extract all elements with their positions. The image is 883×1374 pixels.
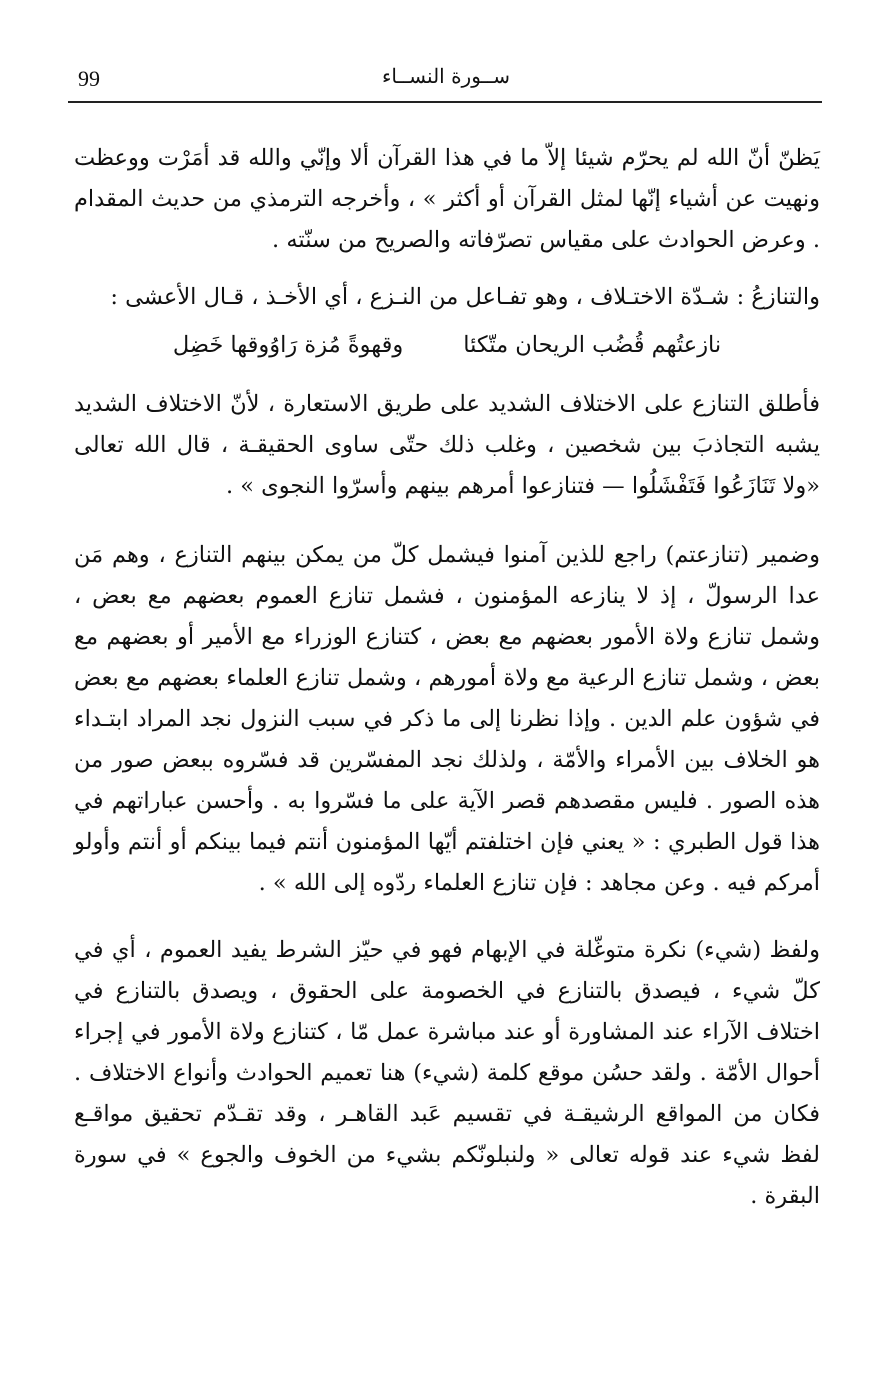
paragraph-4: وضمير (تنازعتم) راجع للذين آمنوا فيشمل كلّ من يمكن بينهم التنازع ، وهم مَن عدا الرسولّ ، إذ لا ينازعه المؤمنون ، فشمل تنازع العموم بعضهم مع بعض ، وشمل تنازع ولاة الأمور بعضهم مع بعض ، كتنازع الوزراء مع الأمير أو بعضهم مع بعض ، وشمل تنازع الرعية مع ولاة أمورهم ، وشمل تنازع العلماء بعضهم مع بعض في شؤون علم الدين . وإذا نظرنا إلى ما ذكر في سبب النزول نجد المراد ابتـداء هو الخلاف بين الأمراء والأمّة ، ولذلك نجد المفسّرين قد فسّروه ببعض صور من هذه الصور . فليس مقصدهم قصر الآية على ما فسّروا به . وأحسن عباراتهم في هذا قول الطبري : « يعني فإن اختلفتم أيّها المؤمنون أنتم فيما بينكم أو أنتم وأولو أمركم فيه . وعن مجاهد : فإن تنازع العلماء ردّوه إلى الله » . <box>74 542 820 896</box>
poetry-verse <box>74 324 820 366</box>
paragraph-3: فأطلق التنازع على الاختلاف الشديد على طريق الاستعارة ، لأنّ الاختلاف الشديد يشبه التجاذبَ بين شخصين ، وغلب ذلك حتّى ساوى الحقيقـة ، قال الله تعالى «ولا تَنَازَعُوا فَتَفْشَلُوا — فتنازعوا أمرهم بينهم وأسرّوا النجوى » . <box>74 391 820 499</box>
verse-hemistich-1: نازعتُهم قُضُب الريحان متّكئا <box>463 332 722 358</box>
page-number: 99 <box>78 66 100 91</box>
running-title: ســورة النســاء <box>381 64 511 88</box>
verse-hemistich-2: وقهوةً مُزة رَاوُوقها خَضِل <box>172 332 404 358</box>
page-body <box>74 138 820 1217</box>
header-rule <box>68 101 822 103</box>
paragraph-5: ولفظ (شيء) نكرة متوغّلة في الإبهام فهو في حيّز الشرط يفيد العموم ، أي في كلّ شيء ، فيصدق بالتنازع في الخصومة على الحقوق ، ويصدق بالتنازع في اختلاف الآراء عند المشاورة أو عند مباشرة عمل مّا ، كتنازع ولاة الأمور في إجراء أحوال الأمّة . ولقد حسُن موقع كلمة (شيء) هنا تعميم الحوادث وأنواع الاختلاف . فكان من المواقع الرشيقـة في تقسيم عَبد القاهـر ، وقد تقـدّم تحقيق مواقـع لفظ شيء عند قوله تعالى « ولنبلونّكم بشيء من الخوف والجوع » في سورة البقرة . <box>74 937 820 1209</box>
page-header <box>70 58 822 98</box>
paragraph-2: والتنازعُ : شـدّة الاختـلاف ، وهو تفـاعل من النـزع ، أي الأخـذ ، قـال الأعشى : <box>110 284 820 310</box>
paragraph-1: يَظنّ أنّ الله لم يحرّم شيئا إلاّ ما في هذا القرآن ألا وإنّي والله قد أمَرْت ووعظت ونهيت عن أشياء إنّها لمثل القرآن أو أكثر » ، وأخرجه الترمذي من حديث المقدام . وعرض الحوادث على مقياس تصرّفاته والصريح من سنّته . <box>74 145 820 253</box>
